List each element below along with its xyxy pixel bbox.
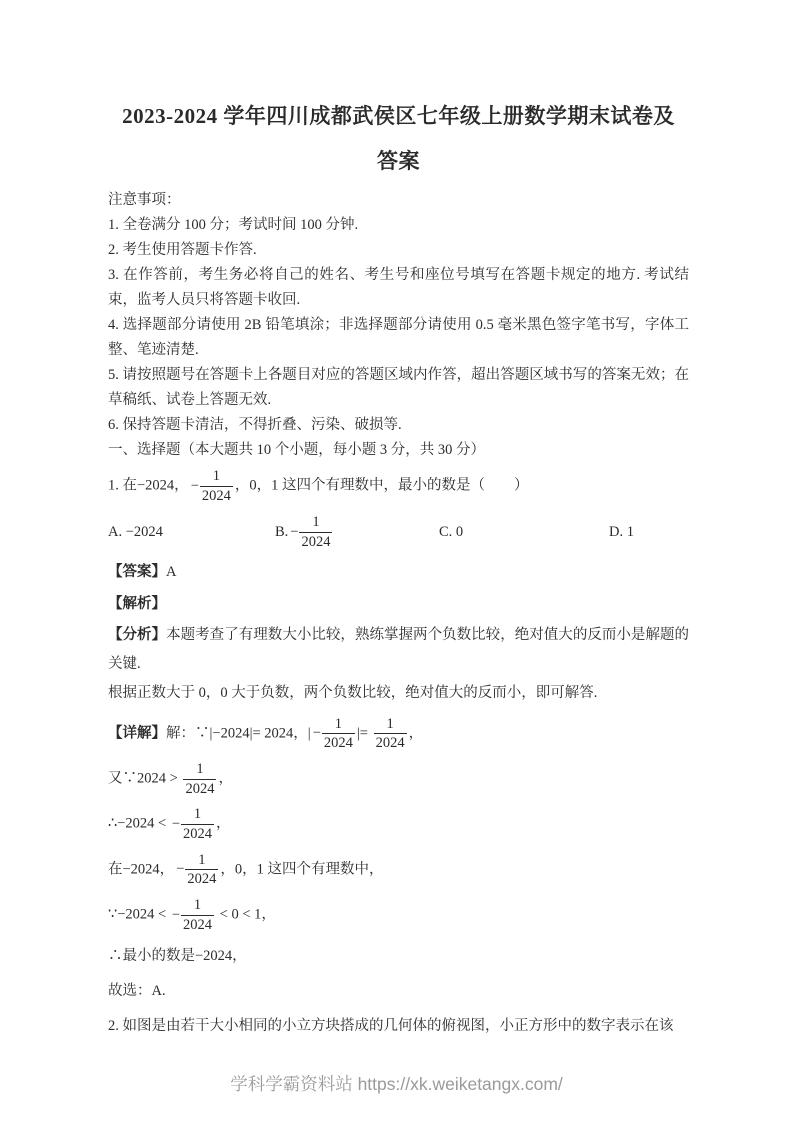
fraction [172,897,214,933]
question-2-stem: 2. 如图是由若干大小相同的小立方块搭成的几何体的俯视图，小正方形中的数字表示在该 [108,1018,674,1035]
question-1-option-a [108,524,275,541]
fraction-numerator: 1 [299,514,332,533]
fraction-denominator: 2024 [187,871,217,888]
fraction-numerator: 1 [322,716,355,735]
fraction-numerator: 1 [185,852,218,871]
fraction-sign: − [171,906,181,923]
math-text: A. −2024 [108,524,163,541]
solution-line-4 [108,851,689,889]
math-text: ∴最小的数是−2024， [108,948,247,965]
fraction [183,761,216,797]
math-text: 又∵2024 > [108,770,182,787]
solution-line-1 [108,715,689,753]
fraction-denominator: 2024 [375,735,405,752]
math-text: 故选：A. [108,983,166,1000]
notice-heading: 注意事项： [108,192,181,208]
fraction-sign: − [176,861,185,878]
fraction-numerator: 1 [181,806,214,825]
math-text: ， [216,815,231,832]
math-text: A [166,563,177,580]
title-line-1: 2023-2024 学年四川成都武侯区七年级上册数学期末试卷及 [122,104,675,128]
question-1-option-d [609,524,689,541]
math-text: ∴−2024 < [108,815,170,832]
fraction [290,514,332,550]
label-text: 【分析】 [108,626,167,643]
question-1-stem [108,467,689,505]
fraction-denominator: 2024 [323,735,353,752]
math-text: 在−2024， [108,861,175,878]
fraction-numerator: 1 [374,716,407,735]
question-1-option-b [275,513,439,551]
solution-line-2 [108,760,689,798]
math-text: 根据正数大于 0，0 大于负数，两个负数比较，绝对值大的反而小，即可解答. [108,684,598,701]
fraction-sign: − [171,816,181,833]
label-text: 【解析】 [108,595,166,612]
solution-line-6 [108,944,689,969]
fraction [374,716,407,752]
math-text: B. [275,524,289,541]
math-text: 1. 在−2024， [108,477,189,494]
math-text: ，0，1 这四个有理数中，最小的数是（ ） [234,477,529,494]
fraction [313,716,355,752]
math-text: ， [408,725,424,742]
notice-item-1: 1. 全卷满分 100 分；考试时间 100 分钟. [108,217,359,233]
answer-line [108,560,689,585]
analysis-paragraph [108,621,689,679]
fraction-sign: − [290,524,299,541]
solution-line-3 [108,805,689,843]
math-text: |= [356,725,372,742]
notice-item-2: 2. 考生使用答题卡作答. [108,242,257,258]
fraction-numerator: 1 [183,761,216,780]
section-heading: 一、选择题（本大题共 10 个小题，每小题 3 分，共 30 分） [108,442,485,458]
notice-item-4: 4. 选择题部分请使用 2B 铅笔填涂；非选择题部分请使用 0.5 毫米黑色签字笔书写，字体工整、笔迹清楚. [108,317,689,358]
fraction-denominator: 2024 [183,916,213,933]
solution-line-5 [108,896,689,934]
analysis-heading [108,592,689,617]
math-text: D. 1 [609,524,634,541]
math-text: C. 0 [439,524,464,541]
fraction-denominator: 2024 [185,780,215,797]
fraction-numerator: 1 [200,468,233,487]
fraction-sign: − [312,725,321,742]
fraction-sign: − [190,477,199,494]
math-text: ，0，1 这四个有理数中， [220,861,384,878]
label-text: 【答案】 [108,563,166,580]
math-text: ∵−2024 < [108,906,170,923]
fraction [176,852,218,888]
title-line-2: 答案 [377,149,420,173]
notice-item-6: 6. 保持答题卡清洁，不得折叠、污染、破损等. [108,417,402,433]
label-text: 【详解】 [108,725,166,742]
question-1-options [108,513,689,551]
fraction-denominator: 2024 [183,826,213,843]
math-text: < 0 < 1， [216,906,276,923]
fraction-denominator: 2024 [201,487,231,504]
footer-site-link[interactable]: 学科学霸资料站 https://xk.weiketangx.com/ [230,1074,563,1094]
math-text: 解：∵|−2024|= 2024，| [166,725,311,742]
notice-item-3: 3. 在作答前，考生务必将自己的姓名、考生号和座位号填写在答题卡规定的地方. 考试结束，监考人员只将答题卡收回. [108,267,689,308]
math-text: 本题考查了有理数大小比较，熟练掌握两个负数比较，绝对值大的反而小是解题的关键. [108,626,690,672]
fraction-numerator: 1 [181,897,214,916]
question-1-option-c [439,524,609,541]
page-footer [0,1071,793,1096]
document-title [108,94,689,184]
fraction [172,806,214,842]
fraction-denominator: 2024 [301,534,331,551]
math-text: ， [218,770,233,787]
fraction [191,468,233,504]
solution-line-7 [108,979,689,1004]
notice-item-5: 5. 请按照题号在答题卡上各题目对应的答题区域内作答，超出答题区域书写的答案无效；在草稿纸、试卷上答题无效. [108,367,689,408]
approach-paragraph [108,679,689,708]
